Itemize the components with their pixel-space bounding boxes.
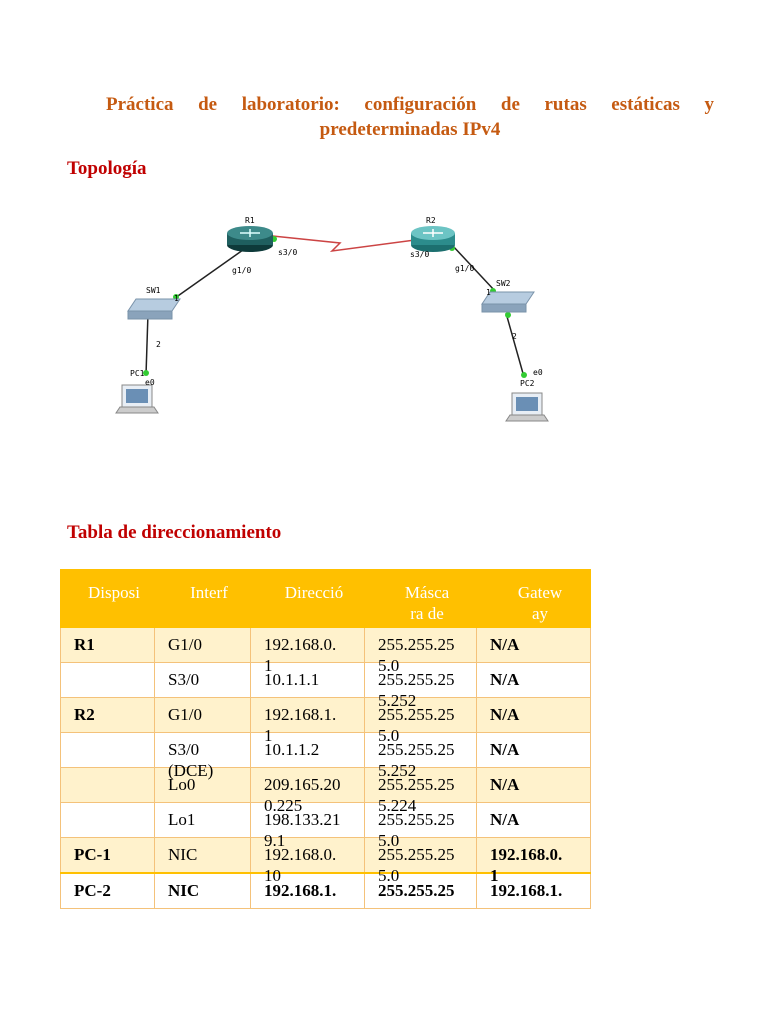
sw2-label: SW2 bbox=[496, 279, 511, 288]
title-line-2: predeterminadas IPv4 bbox=[319, 119, 501, 140]
table-cell: 10.1.1.1 bbox=[251, 663, 365, 698]
topology-heading: Topología bbox=[67, 158, 147, 179]
table-row bbox=[61, 873, 591, 909]
table-cell: 10.1.1.2 bbox=[251, 733, 365, 768]
r1-label: R1 bbox=[245, 216, 255, 225]
table-cell: NIC bbox=[155, 838, 251, 874]
table-cell: 192.168.0. 10 bbox=[251, 838, 365, 874]
table-cell bbox=[61, 733, 155, 768]
table-cell bbox=[61, 803, 155, 838]
table-cell: 192.168.1. bbox=[477, 873, 591, 909]
table-row bbox=[61, 803, 591, 838]
r1-g10-label: g1/0 bbox=[232, 266, 252, 275]
table-cell: NIC bbox=[155, 873, 251, 909]
pc2-label: PC2 bbox=[520, 379, 535, 388]
table-cell: 255.255.25 bbox=[365, 873, 477, 909]
table-cell: G1/0 bbox=[155, 698, 251, 733]
table-cell: 192.168.0. 1 bbox=[477, 838, 591, 874]
table-cell: N/A bbox=[477, 803, 591, 838]
switch-sw1-icon bbox=[128, 299, 180, 319]
table-cell bbox=[61, 663, 155, 698]
sw1-port2: 2 bbox=[156, 340, 161, 349]
table-cell: G1/0 bbox=[155, 628, 251, 663]
table-row bbox=[61, 768, 591, 803]
document-title bbox=[106, 92, 714, 142]
table-row bbox=[61, 698, 591, 733]
header-device: Disposi bbox=[61, 570, 155, 628]
table-cell: N/A bbox=[477, 663, 591, 698]
table-cell: N/A bbox=[477, 698, 591, 733]
table-cell: N/A bbox=[477, 628, 591, 663]
link-sw2-pc2 bbox=[506, 313, 524, 377]
table-cell: 255.255.25 5.252 bbox=[365, 733, 477, 768]
table-row bbox=[61, 733, 591, 768]
table-cell: Lo1 bbox=[155, 803, 251, 838]
table-cell: 255.255.25 5.0 bbox=[365, 838, 477, 874]
table-row bbox=[61, 628, 591, 663]
r2-g10-label: g1/0 bbox=[455, 264, 475, 273]
table-cell: Lo0 bbox=[155, 768, 251, 803]
table-cell: 255.255.25 5.224 bbox=[365, 768, 477, 803]
title-line-1: Práctica de laboratorio: configuración de rutas estáticas y bbox=[106, 94, 714, 115]
table-cell: PC-1 bbox=[61, 838, 155, 874]
pc1-label: PC1 bbox=[130, 369, 145, 378]
sw2-port1: 1 bbox=[486, 288, 491, 297]
table-cell: 192.168.1. 1 bbox=[251, 698, 365, 733]
table-cell: R2 bbox=[61, 698, 155, 733]
router-r1-icon bbox=[227, 226, 273, 252]
topology-diagram bbox=[100, 205, 560, 435]
pc2-e0: e0 bbox=[533, 368, 543, 377]
table-header-row bbox=[61, 570, 591, 628]
link-dots bbox=[143, 236, 527, 378]
table-row bbox=[61, 663, 591, 698]
sw1-label: SW1 bbox=[146, 286, 161, 295]
table-cell: 198.133.21 9.1 bbox=[251, 803, 365, 838]
header-mask: Másca ra de bbox=[365, 570, 477, 628]
table-cell: 255.255.25 5.252 bbox=[365, 663, 477, 698]
table-cell bbox=[61, 768, 155, 803]
r2-s30-label: s3/0 bbox=[410, 250, 430, 259]
table-cell: N/A bbox=[477, 733, 591, 768]
table-cell: R1 bbox=[61, 628, 155, 663]
link-sw1-pc1 bbox=[146, 313, 148, 375]
table-cell: 209.165.20 0.225 bbox=[251, 768, 365, 803]
r2-label: R2 bbox=[426, 216, 436, 225]
sw1-port1: 1 bbox=[174, 294, 179, 303]
table-cell: 192.168.0. 1 bbox=[251, 628, 365, 663]
header-interface: Interf bbox=[155, 570, 251, 628]
table-cell: 192.168.1. bbox=[251, 873, 365, 909]
header-gateway: Gatew ay bbox=[477, 570, 591, 628]
table-cell: 255.255.25 5.0 bbox=[365, 628, 477, 663]
header-address: Direcció bbox=[251, 570, 365, 628]
addressing-table bbox=[60, 569, 591, 909]
router-r2-icon bbox=[411, 226, 455, 252]
r1-s30-label: s3/0 bbox=[278, 248, 298, 257]
table-cell: 255.255.25 5.0 bbox=[365, 698, 477, 733]
table-heading: Tabla de direccionamiento bbox=[67, 522, 282, 543]
table-row bbox=[61, 838, 591, 874]
table-cell: S3/0 bbox=[155, 663, 251, 698]
table-cell: N/A bbox=[477, 768, 591, 803]
table-cell: PC-2 bbox=[61, 873, 155, 909]
pc1-e0: e0 bbox=[145, 378, 155, 387]
sw2-port2: 2 bbox=[512, 332, 517, 341]
table-cell: 255.255.25 5.0 bbox=[365, 803, 477, 838]
pc2-icon bbox=[506, 393, 548, 421]
table-cell: S3/0 (DCE) bbox=[155, 733, 251, 768]
pc1-icon bbox=[116, 385, 158, 413]
